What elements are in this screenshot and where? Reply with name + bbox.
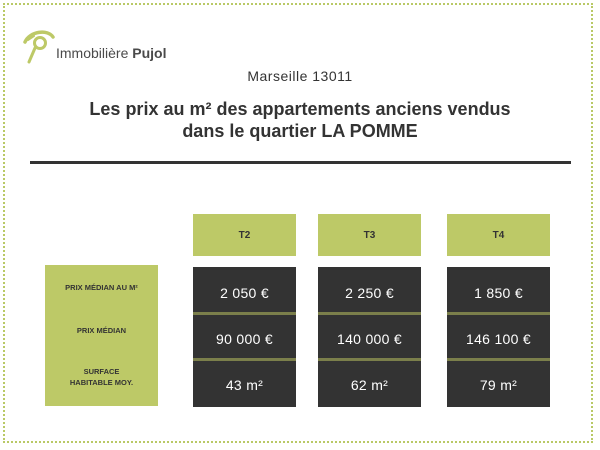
cell-t4-median-price: 146 100 € (466, 331, 531, 347)
title-line-2: dans le quartier LA POMME (182, 121, 418, 141)
cell-t2-price-per-m2: 2 050 € (220, 285, 269, 301)
title-divider (30, 161, 571, 164)
cell-t3-surface: 62 m² (350, 377, 389, 393)
cell-t3-median-price: 140 000 € (337, 331, 402, 347)
brand-logo[interactable] (22, 28, 182, 68)
row-label-average-surface (45, 366, 158, 388)
cell-t4-surface: 79 m² (479, 377, 518, 393)
row-label-average-surface-line-1: SURFACE (83, 367, 120, 376)
title-line-1: Les prix au m² des appartements anciens vendus (89, 99, 511, 119)
city-subtitle: Marseille 13011 (247, 68, 353, 84)
column-header-t4: T4 (447, 214, 550, 256)
row-labels-panel (45, 265, 158, 406)
cell-t2-surface: 43 m² (225, 377, 264, 393)
cell-t2-median-price: 90 000 € (216, 331, 273, 347)
column-header-t2: T2 (193, 214, 296, 256)
cell-separator (193, 358, 296, 361)
cell-separator (318, 358, 421, 361)
cell-t4-price-per-m2: 1 850 € (474, 285, 523, 301)
row-label-median-price-per-m2: PRIX MÉDIAN AU M² (65, 283, 138, 292)
column-t2 (193, 267, 296, 407)
brand-name-bold: Pujol (132, 45, 167, 61)
page-title (40, 98, 560, 142)
column-t3 (318, 267, 421, 407)
brand-name-regular: Immobilière (56, 45, 133, 61)
column-t4 (447, 267, 550, 407)
cell-separator (193, 312, 296, 315)
cell-separator (447, 312, 550, 315)
brand-name (56, 45, 166, 61)
cell-t3-price-per-m2: 2 250 € (345, 285, 394, 301)
house-key-icon (22, 28, 56, 64)
row-label-median-price: PRIX MÉDIAN (76, 326, 127, 335)
column-header-t3: T3 (318, 214, 421, 256)
cell-separator (447, 358, 550, 361)
cell-separator (318, 312, 421, 315)
row-label-average-surface-line-2: HABITABLE MOY. (69, 378, 134, 387)
